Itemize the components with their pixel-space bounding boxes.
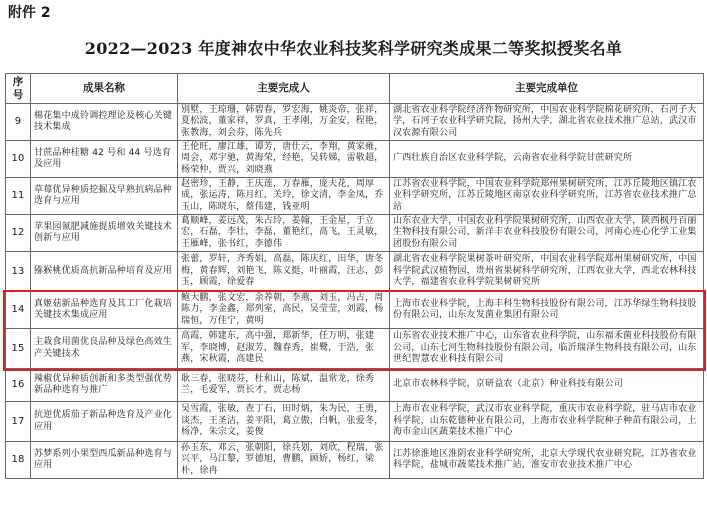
attachment-label: 附件 2 xyxy=(8,5,51,21)
table-row xyxy=(6,215,704,252)
header-name: 成果名称 xyxy=(31,74,178,104)
row-num: 10 xyxy=(6,141,31,178)
table-row xyxy=(6,141,704,178)
table-header-row xyxy=(6,74,704,104)
row-name: 抗逆优质茄子新品种选育及产业化应用 xyxy=(31,402,178,442)
row-num: 9 xyxy=(6,104,31,141)
row-people: 高霞，韩建东，高中强，郑新华，任万明，张建军，李晓博，赵淑芳，魏春秀，崔鹭，于浩，张燕，宋秋霞，高建民 xyxy=(178,329,390,369)
table-row xyxy=(6,178,704,215)
table-row xyxy=(6,292,704,329)
table-row xyxy=(6,329,704,369)
row-name: 真姬菇新品种选育及其工厂化栽培关键技术集成应用 xyxy=(31,292,178,329)
table-row xyxy=(6,442,704,479)
table-row xyxy=(6,252,704,292)
row-num: 14 xyxy=(6,292,31,329)
row-units: 上海市农业科学院，武汉市农业科学院，重庆市农业科学院，驻马店市农业科学院，山东乾德种业有限公司，上海市农业科学院种子种苗有限公司，上海市金山区蔬菜技术推广中心 xyxy=(390,402,704,442)
row-people: 孙玉东，邓云，张朝阳，徐兵划，刘欣，程瑞，张兴平，马江黎，罗德旭，曹鹏，顾娇，杨红，梁朴，徐冉 xyxy=(178,442,390,479)
row-name: 甘蔗品种桂糖 42 号和 44 号选育及应用 xyxy=(31,141,178,178)
row-name: 草莓优异种质挖掘及早熟抗病品种选育与应用 xyxy=(31,178,178,215)
row-people: 鲍大鹏，张文宏，余养朝，李燕，刘玉，冯占，周陈力，李金鑫，郑列室，高民，吴莹莹，刘霞，杨瑞恒，万佳宁，黄明 xyxy=(178,292,390,329)
table-row xyxy=(6,402,704,442)
row-people: 吴雪霞，张敏，查丁石，田时炳，朱为民，王勇，谈杰，王圣洁，姜平阳，葛立傲，白帆，张爱冬，杨净，朱宗文，姜俊 xyxy=(178,402,390,442)
row-people: 张蕾，罗轩，齐秀娟，高磊，陈庆红，田华，唐冬梅，黄春辉，刘艳飞，陈义挺，叶丽霞，汪志，彭玉，顾霞，徐爱春 xyxy=(178,252,390,292)
row-units: 北京市农林科学院，京研益农（北京）种业科技有限公司 xyxy=(390,369,704,402)
row-people: 别墅，王琼珊，韩碧春，罗宏海，姚炎帝，张祥，夏松波，董家祥，罗真，王孝刚，万金安，程艳，张教海，刘会芬，陈先兵 xyxy=(178,104,390,141)
row-units: 湖北省农业科学院经济作物研究所，中国农业科学院棉花研究所，石河子大学，石河子农业科学研究院，扬州大学，湖北省农业技术推广总站，武汉市汉农源有限公司 xyxy=(390,104,704,141)
row-num: 18 xyxy=(6,442,31,479)
row-people: 葛顺峰，姜远茂，朱占玲，姜翰，王金星，于立宏，石磊，李壮，李磊，董艳红，高飞，王灵敏，王雁峰，张书红，李德伟 xyxy=(178,215,390,252)
row-units: 江苏省农业科学院，中国农业科学院郑州果树研究所，江苏丘陵地区镇江农业科学研究所，江苏丘陵地区南京农业科学研究所，江苏省农业技术推广总站 xyxy=(390,178,704,215)
row-people: 耿三春，张晓芬，杜和山，陈斌，温常龙，徐秀兰，毛爱军，贾长才，贾志杨 xyxy=(178,369,390,402)
page-title: 2022—2023 年度神农中华农业科技奖科学研究类成果二等奖拟授奖名单 xyxy=(84,39,623,58)
row-num: 13 xyxy=(6,252,31,292)
row-name: 猕猴桃优质高抗新品种培育及应用 xyxy=(31,252,178,292)
row-units: 上海市农业科学院，上海丰科生物科技股份有限公司，江苏华绿生物科技股份有限公司，山东友发菌业集团有限公司 xyxy=(390,292,704,329)
row-units: 山东农业大学，中国农业科学院果树研究所，山西农业大学，陕西枫丹百丽生物科技有限公司，新洋丰农业科技股份有限公司，河南心连心化学工业集团股份有限公司 xyxy=(390,215,704,252)
row-name: 棉花集中成铃调控理论及核心关键技术集成 xyxy=(31,104,178,141)
award-table xyxy=(5,73,704,479)
header-units: 主要完成单位 xyxy=(390,74,704,104)
row-num: 12 xyxy=(6,215,31,252)
row-units: 湖北省农业科学院果树茶叶研究所，中国农业科学院郑州果树研究所，中国科学院武汉植物园，贵州省果树科学研究所，江西农业大学，西北农林科技大学，福建省农业科学院果树研究所 xyxy=(390,252,704,292)
row-num: 17 xyxy=(6,402,31,442)
row-units: 广西壮族自治区农业科学院，云南省农业科学院甘蔗研究所 xyxy=(390,141,704,178)
row-num: 16 xyxy=(6,369,31,402)
row-name: 主栽食用菌优良品种及绿色高效生产关键技术 xyxy=(31,329,178,369)
table-row xyxy=(6,104,704,141)
header-num: 序号 xyxy=(6,74,31,104)
header-people: 主要完成人 xyxy=(178,74,390,104)
row-people: 王伦旺，廖江雄，谭芳，唐仕云，李翔，黄家雍，周会，邓宇驰，黄海荣，经艳，吴转娣，雷敬超，杨荣仲，贾兴，刘晓燕 xyxy=(178,141,390,178)
row-name: 苹果园氮肥减施提质增效关键技术创新与应用 xyxy=(31,215,178,252)
table-row xyxy=(6,369,704,402)
row-name: 辣椒优异种质创新和多类型强优势新品种选育与推广 xyxy=(31,369,178,402)
row-num: 11 xyxy=(6,178,31,215)
row-units: 山东省农业技术推广中心，山东省农业科学院，山东福禾菌业科技股份有限公司，山东七河生物科技股份有限公司，临沂瑞泽生物科技有限公司，山东世纪智慧农业科技有限公司 xyxy=(390,329,704,369)
row-num: 15 xyxy=(6,329,31,369)
row-people: 赵密珍，王静，王庆莲，万春雁，庞夫花，周厚成，张运涛，陈月红，关玲，徐文清，李金凤，乔玉山，陈晓东，蔡伟建，钱亚明 xyxy=(178,178,390,215)
row-name: 苏梦系列小果型西瓜新品种选育与应用 xyxy=(31,442,178,479)
row-units: 江苏徐淮地区淮阴农业科学研究所，北京大学现代农业研究院，江苏省农业科学院，盐城市蔬菜技术推广站，淮安市农业技术推广中心 xyxy=(390,442,704,479)
